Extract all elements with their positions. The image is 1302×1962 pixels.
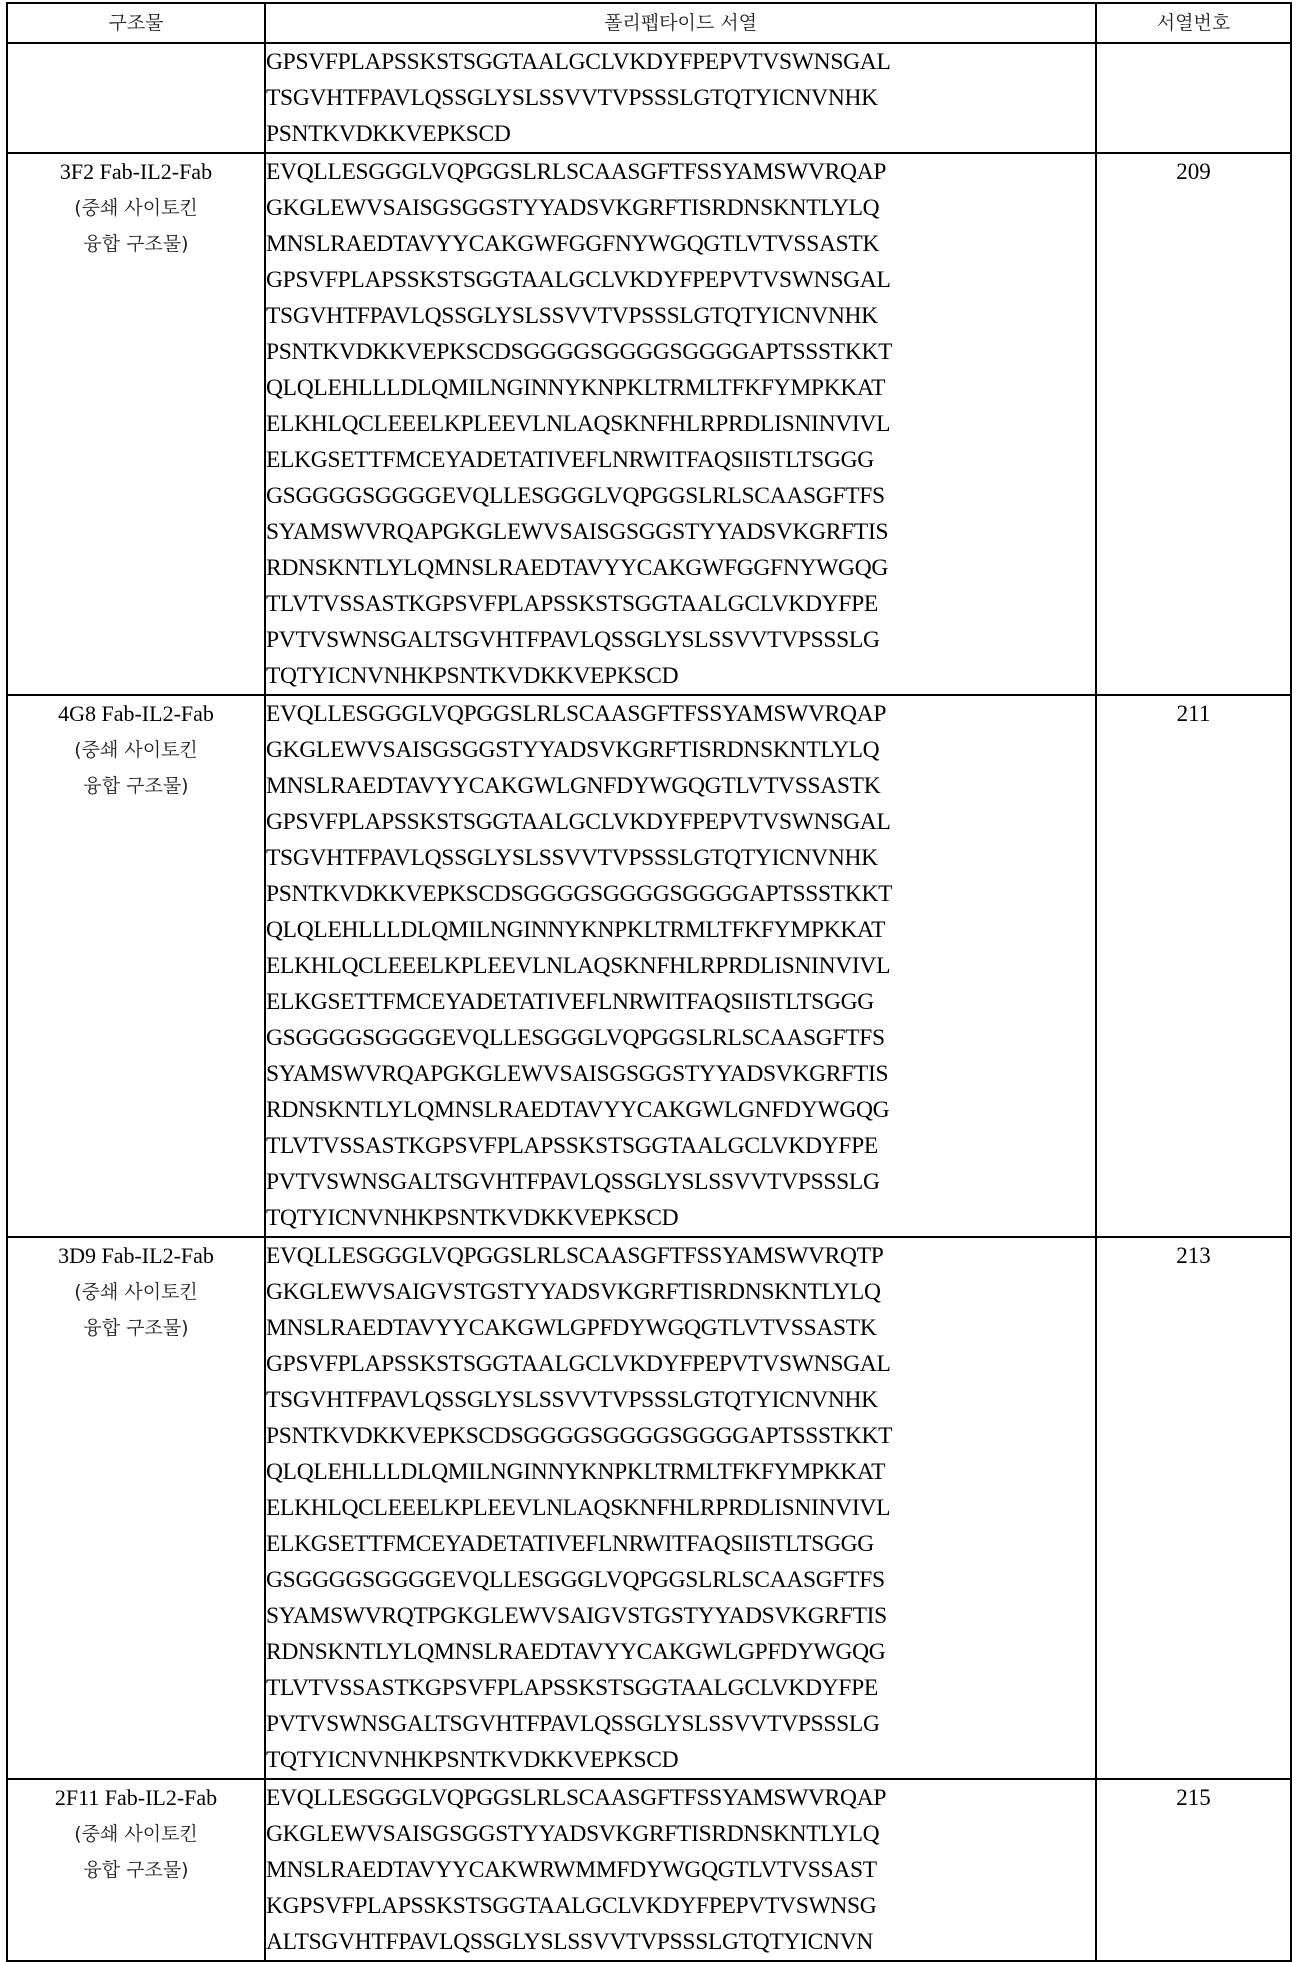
construct-description: (중쇄 사이토킨 xyxy=(74,739,198,761)
construct-name: 3D9 Fab-IL2-Fab xyxy=(58,1243,214,1268)
sequence-line: GKGLEWVSAIGVSTGSTYYADSVKGRFTISRDNSKNTLYLQ xyxy=(266,1279,881,1305)
sequence-line: TQTYICNVNHKPSNTKVDKKVEPKSCD xyxy=(266,1747,679,1773)
sequence-line: EVQLLESGGGLVQPGGSLRLSCAASGFTFSSYAMSWVRQTP xyxy=(266,1243,884,1269)
construct-cell xyxy=(7,1237,265,1779)
sequence-line: PSNTKVDKKVEPKSCDSGGGGSGGGGSGGGGAPTSSSTKKT xyxy=(266,1423,893,1449)
construct-description: 융합 구조물) xyxy=(83,775,189,797)
construct-cell xyxy=(7,43,265,153)
sequence-line: GKGLEWVSAISGSGGSTYYADSVKGRFTISRDNSKNTLYLQ xyxy=(266,737,880,763)
sequence-line: ELKGSETTFMCEYADETATIVEFLNRWITFAQSIISTLTSGGG xyxy=(266,989,874,1015)
header-seq-id: 서열번호 xyxy=(1096,3,1291,43)
table-row xyxy=(7,695,1291,1237)
header-row xyxy=(7,3,1291,43)
sequence-cell xyxy=(265,153,1096,695)
sequence-line: MNSLRAEDTAVYYCAKGWFGGFNYWGQGTLVTVSSASTK xyxy=(266,231,880,257)
sequence-line: GPSVFPLAPSSKSTSGGTAALGCLVKDYFPEPVTVSWNSGAL xyxy=(266,809,891,835)
sequence-line: SYAMSWVRQAPGKGLEWVSAISGSGGSTYYADSVKGRFTIS xyxy=(266,519,889,545)
sequence-line: TQTYICNVNHKPSNTKVDKKVEPKSCD xyxy=(266,663,679,689)
sequence-line: MNSLRAEDTAVYYCAKGWLGPFDYWGQGTLVTVSSASTK xyxy=(266,1315,877,1341)
sequence-line: TSGVHTFPAVLQSSGLYSLSSVVTVPSSSLGTQTYICNVNHK xyxy=(266,85,878,111)
sequence-line: TLVTVSSASTKGPSVFPLAPSSKSTSGGTAALGCLVKDYFPE xyxy=(266,591,878,617)
sequence-line: EVQLLESGGGLVQPGGSLRLSCAASGFTFSSYAMSWVRQAP xyxy=(266,159,887,185)
construct-description: 융합 구조물) xyxy=(83,1317,189,1339)
sequence-line: GKGLEWVSAISGSGGSTYYADSVKGRFTISRDNSKNTLYLQ xyxy=(266,195,880,221)
sequence-line: GSGGGGSGGGGEVQLLESGGGLVQPGGSLRLSCAASGFTFS xyxy=(266,1025,885,1051)
table-body xyxy=(7,43,1291,1961)
sequence-line: PVTVSWNSGALTSGVHTFPAVLQSSGLYSLSSVVTVPSSSLG xyxy=(266,1169,880,1195)
sequence-line: ELKGSETTFMCEYADETATIVEFLNRWITFAQSIISTLTSGGG xyxy=(266,447,874,473)
sequence-line: GPSVFPLAPSSKSTSGGTAALGCLVKDYFPEPVTVSWNSGAL xyxy=(266,1351,891,1377)
construct-name: 4G8 Fab-IL2-Fab xyxy=(58,701,214,726)
sequence-line: ALTSGVHTFPAVLQSSGLYSLSSVVTVPSSSLGTQTYICNVN xyxy=(266,1929,874,1955)
table-row xyxy=(7,43,1291,153)
construct-cell xyxy=(7,153,265,695)
sequence-line: MNSLRAEDTAVYYCAKWRWMMFDYWGQGTLVTVSSAST xyxy=(266,1857,877,1883)
sequence-line: GSGGGGSGGGGEVQLLESGGGLVQPGGSLRLSCAASGFTFS xyxy=(266,483,885,509)
sequence-line: PSNTKVDKKVEPKSCDSGGGGSGGGGSGGGGAPTSSSTKKT xyxy=(266,339,893,365)
header-sequence: 폴리펩타이드 서열 xyxy=(265,3,1096,43)
sequence-line: QLQLEHLLLDLQMILNGINNYKNPKLTRMLTFKFYMPKKAT xyxy=(266,917,886,943)
construct-description: 융합 구조물) xyxy=(83,1859,189,1881)
sequence-line: TSGVHTFPAVLQSSGLYSLSSVVTVPSSSLGTQTYICNVNHK xyxy=(266,1387,878,1413)
construct-cell xyxy=(7,695,265,1237)
construct-description: (중쇄 사이토킨 xyxy=(74,197,198,219)
sequence-cell xyxy=(265,1237,1096,1779)
seq-id-cell: 215 xyxy=(1096,1779,1291,1961)
sequence-line: SYAMSWVRQTPGKGLEWVSAIGVSTGSTYYADSVKGRFTIS xyxy=(266,1603,887,1629)
table-row xyxy=(7,1779,1291,1961)
sequence-cell xyxy=(265,43,1096,153)
sequence-line: ELKGSETTFMCEYADETATIVEFLNRWITFAQSIISTLTSGGG xyxy=(266,1531,874,1557)
sequence-line: EVQLLESGGGLVQPGGSLRLSCAASGFTFSSYAMSWVRQAP xyxy=(266,701,887,727)
sequence-line: MNSLRAEDTAVYYCAKGWLGNFDYWGQGTLVTVSSASTK xyxy=(266,773,881,799)
sequence-line: TQTYICNVNHKPSNTKVDKKVEPKSCD xyxy=(266,1205,679,1231)
construct-name: 3F2 Fab-IL2-Fab xyxy=(59,159,213,184)
sequence-line: PSNTKVDKKVEPKSCD xyxy=(266,121,511,147)
sequence-line: ELKHLQCLEEELKPLEEVLNLAQSKNFHLRPRDLISNINVIVL xyxy=(266,1495,891,1521)
header-construct: 구조물 xyxy=(7,3,265,43)
sequence-line: GSGGGGSGGGGEVQLLESGGGLVQPGGSLRLSCAASGFTFS xyxy=(266,1567,885,1593)
sequence-cell xyxy=(265,695,1096,1237)
sequence-line: PVTVSWNSGALTSGVHTFPAVLQSSGLYSLSSVVTVPSSSLG xyxy=(266,627,880,653)
sequence-line: RDNSKNTLYLQMNSLRAEDTAVYYCAKGWFGGFNYWGQG xyxy=(266,555,889,581)
sequence-line: PVTVSWNSGALTSGVHTFPAVLQSSGLYSLSSVVTVPSSSLG xyxy=(266,1711,880,1737)
sequence-line: RDNSKNTLYLQMNSLRAEDTAVYYCAKGWLGNFDYWGQG xyxy=(266,1097,890,1123)
construct-cell xyxy=(7,1779,265,1961)
sequence-line: KGPSVFPLAPSSKSTSGGTAALGCLVKDYFPEPVTVSWNSG xyxy=(266,1893,877,1919)
sequence-line: GPSVFPLAPSSKSTSGGTAALGCLVKDYFPEPVTVSWNSGAL xyxy=(266,267,891,293)
sequence-line: TLVTVSSASTKGPSVFPLAPSSKSTSGGTAALGCLVKDYFPE xyxy=(266,1675,878,1701)
table-row xyxy=(7,1237,1291,1779)
sequence-line: SYAMSWVRQAPGKGLEWVSAISGSGGSTYYADSVKGRFTIS xyxy=(266,1061,889,1087)
construct-description: (중쇄 사이토킨 xyxy=(74,1281,198,1303)
sequence-line: ELKHLQCLEEELKPLEEVLNLAQSKNFHLRPRDLISNINVIVL xyxy=(266,411,891,437)
sequence-line: GPSVFPLAPSSKSTSGGTAALGCLVKDYFPEPVTVSWNSGAL xyxy=(266,49,891,75)
sequence-line: TSGVHTFPAVLQSSGLYSLSSVVTVPSSSLGTQTYICNVNHK xyxy=(266,303,878,329)
sequence-table xyxy=(6,2,1292,1962)
sequence-line: PSNTKVDKKVEPKSCDSGGGGSGGGGSGGGGAPTSSSTKKT xyxy=(266,881,893,907)
table-row xyxy=(7,153,1291,695)
sequence-line: ELKHLQCLEEELKPLEEVLNLAQSKNFHLRPRDLISNINVIVL xyxy=(266,953,891,979)
seq-id-cell: 209 xyxy=(1096,153,1291,695)
construct-description: 융합 구조물) xyxy=(83,233,189,255)
sequence-cell xyxy=(265,1779,1096,1961)
sequence-line: TLVTVSSASTKGPSVFPLAPSSKSTSGGTAALGCLVKDYFPE xyxy=(266,1133,878,1159)
seq-id-cell: 213 xyxy=(1096,1237,1291,1779)
sequence-line: QLQLEHLLLDLQMILNGINNYKNPKLTRMLTFKFYMPKKAT xyxy=(266,1459,886,1485)
seq-id-cell: 211 xyxy=(1096,695,1291,1237)
construct-description: (중쇄 사이토킨 xyxy=(74,1823,198,1845)
sequence-line: RDNSKNTLYLQMNSLRAEDTAVYYCAKGWLGPFDYWGQG xyxy=(266,1639,886,1665)
sequence-line: QLQLEHLLLDLQMILNGINNYKNPKLTRMLTFKFYMPKKAT xyxy=(266,375,886,401)
sequence-line: GKGLEWVSAISGSGGSTYYADSVKGRFTISRDNSKNTLYLQ xyxy=(266,1821,880,1847)
seq-id-cell xyxy=(1096,43,1291,153)
sequence-line: TSGVHTFPAVLQSSGLYSLSSVVTVPSSSLGTQTYICNVNHK xyxy=(266,845,878,871)
construct-name: 2F11 Fab-IL2-Fab xyxy=(54,1785,218,1810)
sequence-line: EVQLLESGGGLVQPGGSLRLSCAASGFTFSSYAMSWVRQAP xyxy=(266,1785,887,1811)
